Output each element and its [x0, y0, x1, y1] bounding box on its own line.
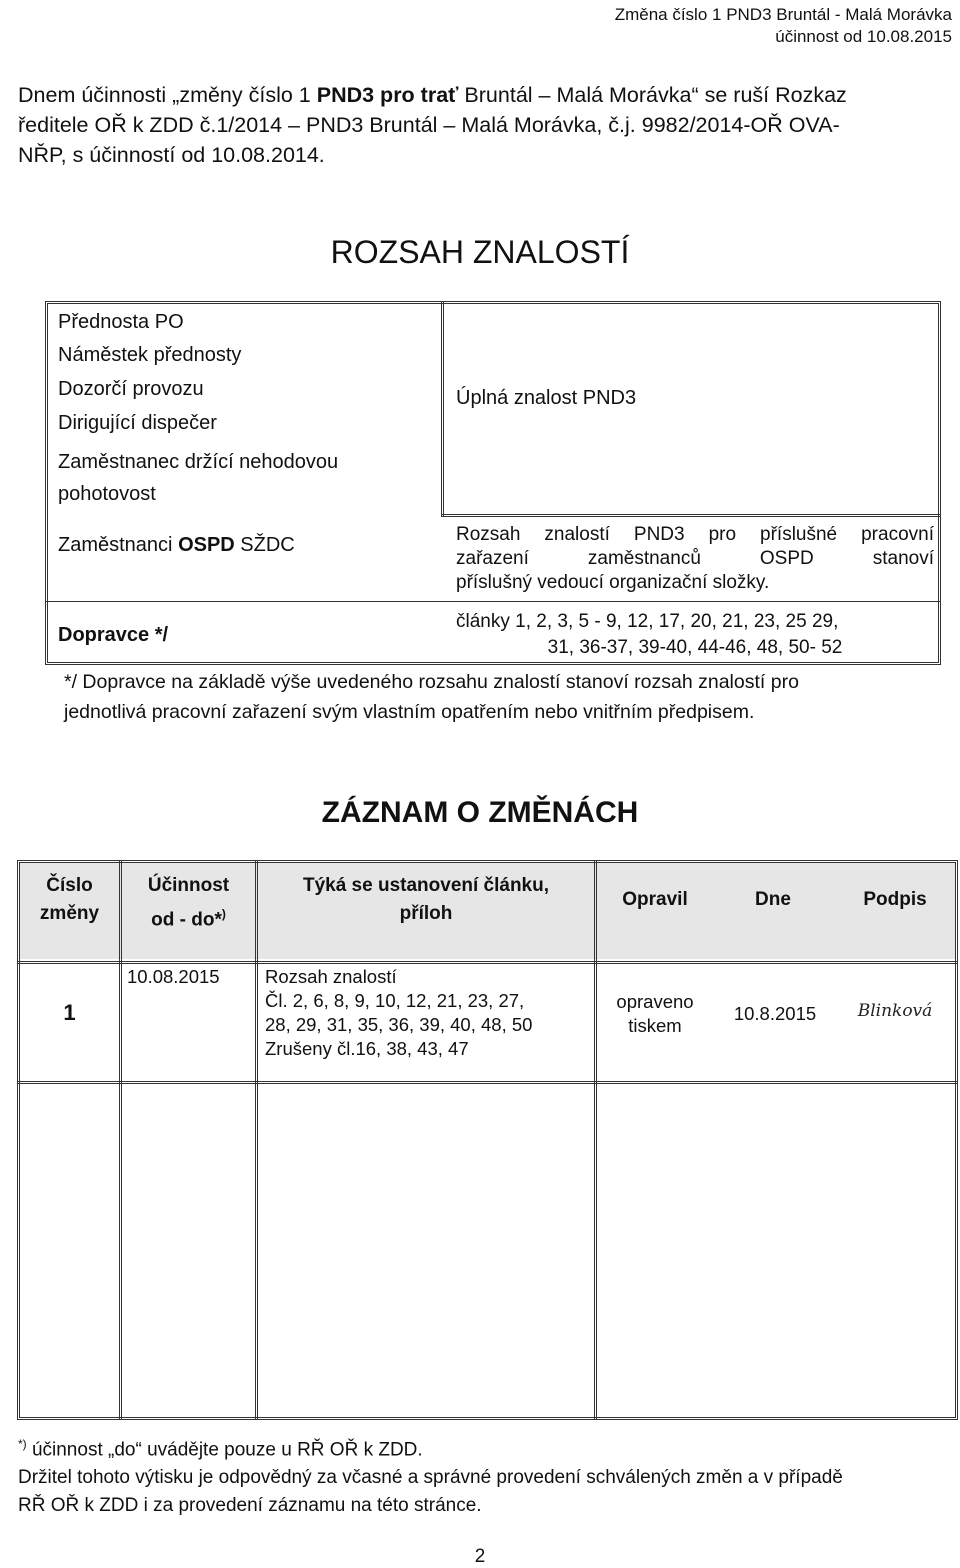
col-header-opravil: Opravil	[622, 889, 688, 910]
doc-header	[615, 4, 952, 48]
role-item: Přednosta PO	[58, 311, 184, 333]
header-line: příloh	[399, 903, 453, 924]
note-line: jednotlivá pracovní zařazení svým vlastním opatřením nebo vnitřním předpisem.	[64, 701, 755, 723]
rozsah-title: ROZSAH ZNALOSTÍ	[330, 234, 630, 270]
intro-text: Bruntál – Malá Morávka“ se ruší Rozkaz	[458, 83, 847, 107]
footer-notes	[18, 1430, 843, 1520]
table-divider	[45, 601, 941, 602]
intro-text: Dnem účinnosti „změny číslo 1	[18, 83, 317, 107]
row1-opravil-line: opraveno	[616, 991, 694, 1012]
col-header-dne: Dne	[755, 889, 791, 910]
row2-right-line: příslušný vedoucí organizační složky.	[456, 572, 770, 593]
page-number: 2	[474, 1546, 486, 1567]
row3-right-line: články 1, 2, 3, 5 - 9, 12, 17, 20, 21, 23, 25 29,	[456, 611, 839, 632]
row3-right	[456, 609, 934, 661]
intro-bold: PND3 pro trať	[316, 83, 459, 107]
col-header-ucinnost	[122, 872, 255, 934]
role-item: Náměstek přednosty	[58, 344, 242, 366]
row1-tyka-line: 28, 29, 31, 35, 36, 39, 40, 48, 50	[265, 1014, 533, 1035]
role-item: pohotovost	[58, 483, 156, 505]
row1-dne: 10.8.2015	[733, 1003, 817, 1024]
table-divider	[17, 961, 958, 964]
footer-line: Držitel tohoto výtisku je odpovědný za včasné a správné provedení schválených změn a v případě	[18, 1467, 843, 1489]
row1-opravil-line: tiskem	[628, 1015, 682, 1036]
table-divider	[255, 860, 258, 1420]
row1-opravil	[600, 990, 710, 1038]
header-title: Změna číslo 1 PND3 Bruntál - Malá Morávka	[614, 5, 952, 24]
row1-tyka-line: Zrušeny čl.16, 38, 43, 47	[265, 1038, 469, 1059]
row3-right-line: 31, 36-37, 39-40, 44-46, 48, 50- 52	[547, 637, 843, 658]
table-divider	[594, 860, 597, 1420]
note-line: */ Dopravce na základě výše uvedeného rozsahu znalostí stanoví rozsah znalostí pro	[64, 671, 799, 693]
row2-left-text: SŽDC	[234, 534, 295, 556]
footer-line: účinnost „do“ uvádějte pouze u RŘ OŘ k ZDD.	[26, 1439, 423, 1461]
footer-sup: *)	[18, 1437, 27, 1451]
role-item: Dirigující dispečer	[58, 412, 217, 434]
header-line: Týká se ustanovení článku,	[302, 875, 550, 896]
row1-tyka-line: Rozsah znalostí	[265, 966, 397, 987]
row1-tyka-line: Čl. 2, 6, 8, 9, 10, 12, 21, 23, 27,	[265, 990, 525, 1011]
row1-cislo: 1	[63, 1000, 76, 1025]
row1-tyka	[265, 965, 532, 1061]
table-divider	[17, 1081, 958, 1084]
zaznam-title: ZÁZNAM O ZMĚNÁCH	[321, 796, 639, 829]
col-header-podpis: Podpis	[863, 889, 927, 910]
header-effective-date: účinnost od 10.08.2015	[775, 27, 952, 46]
header-line: Číslo	[46, 875, 93, 896]
rozsah-note	[64, 667, 799, 727]
role-item: Dozorčí provozu	[58, 378, 204, 400]
row1-podpis-signature: Blinková	[857, 1001, 933, 1021]
row2-right-line: Rozsah znalostí PND3 pro příslušné pracovní	[456, 524, 934, 545]
header-line: změny	[39, 903, 100, 924]
header-line: od - do*	[151, 909, 222, 931]
roles-list	[58, 306, 338, 508]
row2-right	[456, 523, 934, 595]
row1-right: Úplná znalost PND3	[456, 387, 637, 409]
row2-right-line: zařazení zaměstnanců OSPD stanoví	[456, 548, 934, 569]
table-divider	[441, 514, 941, 517]
table-divider	[119, 860, 122, 1420]
intro-line: ředitele OŘ k ZDD č.1/2014 – PND3 Bruntál – Malá Morávka, č.j. 9982/2014-OŘ OVA-	[18, 113, 840, 137]
row2-left	[58, 528, 295, 562]
row3-left: Dopravce */	[58, 624, 169, 646]
table-divider	[441, 301, 447, 516]
col-header-tyka	[258, 872, 594, 928]
footer-line: RŘ OŘ k ZDD i za provedení záznamu na této stránce.	[18, 1495, 482, 1517]
header-line: Účinnost	[147, 875, 230, 896]
row2-left-text: Zaměstnanci	[58, 534, 179, 556]
header-sup: )	[221, 907, 226, 921]
col-header-cislo	[20, 872, 119, 928]
role-item: Zaměstnanec držící nehodovou	[58, 451, 339, 473]
intro-line: NŘP, s účinností od 10.08.2014.	[18, 143, 325, 167]
intro-paragraph	[18, 80, 958, 170]
zaznam-table	[17, 860, 958, 1420]
row2-left-bold: OSPD	[178, 534, 235, 556]
row1-ucinnost: 10.08.2015	[127, 966, 220, 987]
